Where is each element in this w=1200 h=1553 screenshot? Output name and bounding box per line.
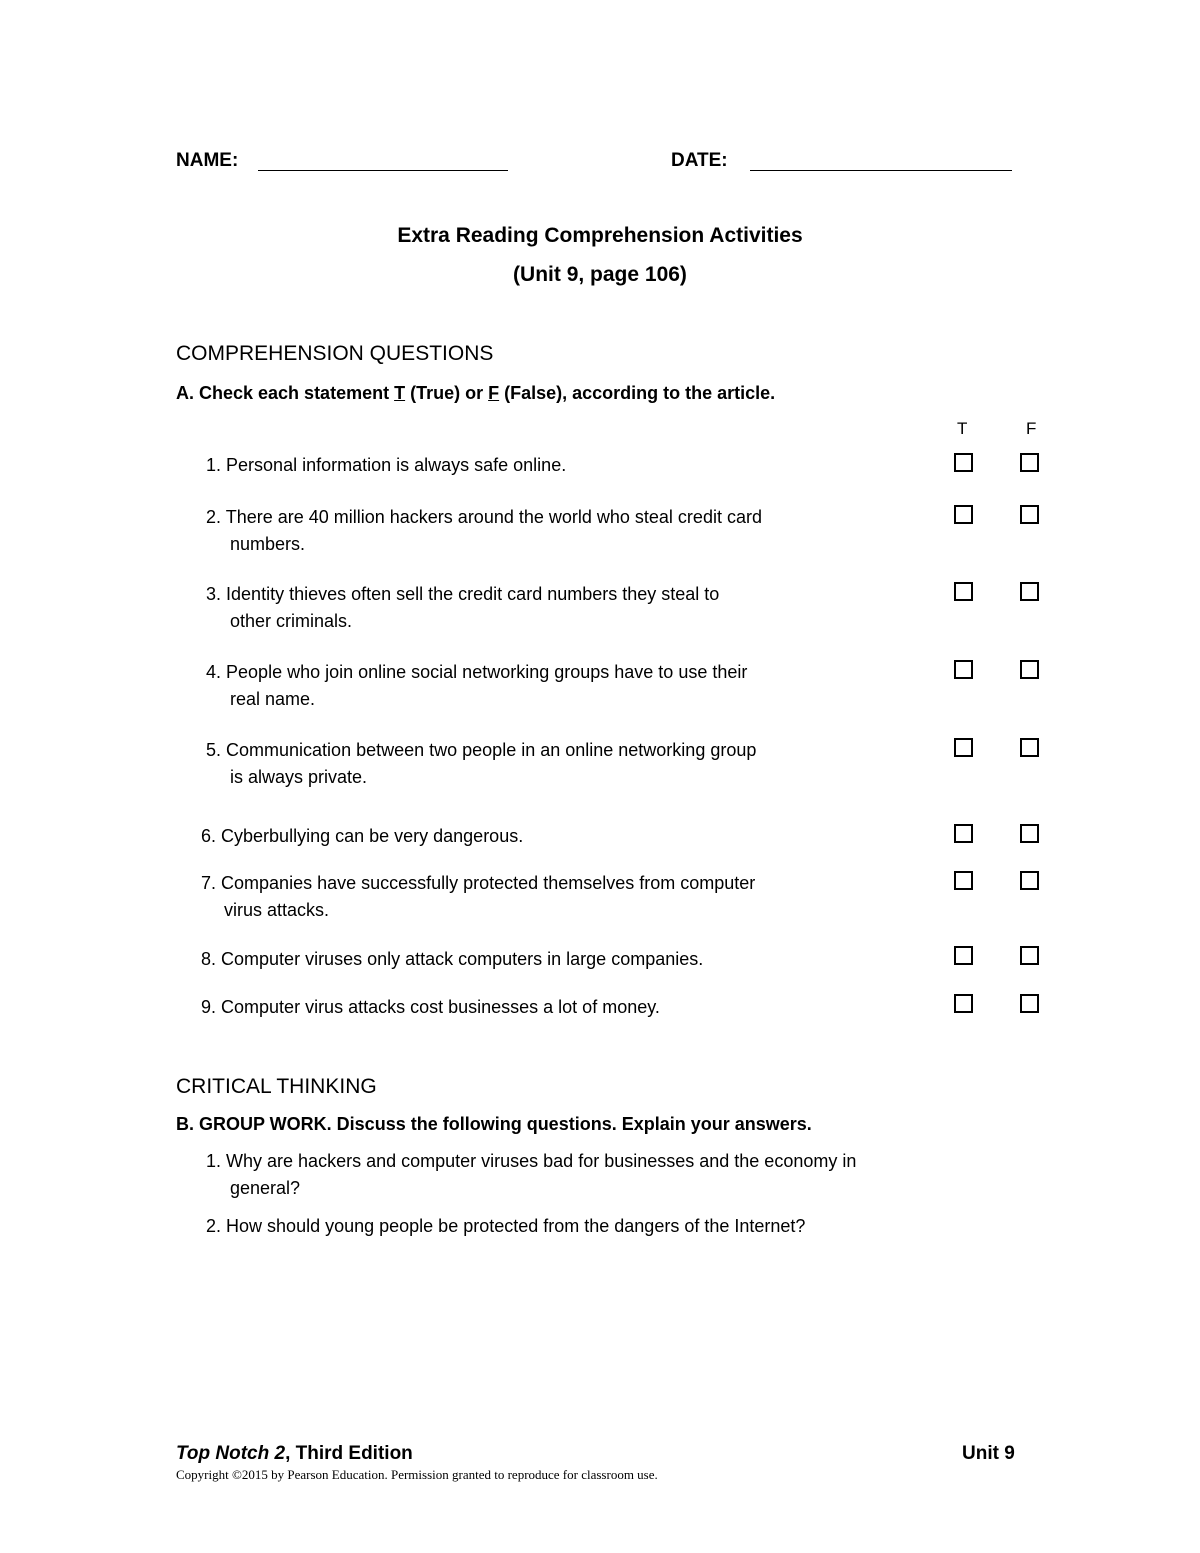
false-checkbox-6[interactable] bbox=[1020, 824, 1039, 843]
true-checkbox-8[interactable] bbox=[954, 946, 973, 965]
date-blank[interactable] bbox=[750, 170, 1012, 171]
footer-unit: Unit 9 bbox=[962, 1443, 1015, 1464]
question-4: 4. People who join online social networking groups have to use their real name. bbox=[206, 662, 748, 709]
true-checkbox-7[interactable] bbox=[954, 871, 973, 890]
page-title: Extra Reading Comprehension Activities bbox=[397, 224, 803, 247]
true-checkbox-1[interactable] bbox=[954, 453, 973, 472]
name-label: NAME: bbox=[176, 150, 239, 171]
question-7: 7. Companies have successfully protected themselves from computer virus attacks. bbox=[201, 873, 756, 920]
false-checkbox-2[interactable] bbox=[1020, 505, 1039, 524]
true-checkbox-4[interactable] bbox=[954, 660, 973, 679]
question-5: 5. Communication between two people in an online networking group is always private. bbox=[206, 740, 757, 787]
question-2: 2. There are 40 million hackers around the world who steal credit card numbers. bbox=[206, 507, 762, 554]
question-9: 9. Computer virus attacks cost businesses a lot of money. bbox=[201, 997, 660, 1017]
false-column-header: F bbox=[1026, 419, 1037, 438]
true-checkbox-5[interactable] bbox=[954, 738, 973, 757]
false-checkbox-7[interactable] bbox=[1020, 871, 1039, 890]
discussion-question-2: 2. How should young people be protected from the dangers of the Internet? bbox=[206, 1216, 806, 1236]
question-3: 3. Identity thieves often sell the credit card numbers they steal to other criminals. bbox=[206, 584, 720, 631]
false-checkbox-5[interactable] bbox=[1020, 738, 1039, 757]
true-checkbox-6[interactable] bbox=[954, 824, 973, 843]
true-checkbox-3[interactable] bbox=[954, 582, 973, 601]
footer-book-title: Top Notch 2, Third Edition bbox=[176, 1443, 413, 1464]
name-blank[interactable] bbox=[258, 170, 508, 171]
section-a-heading: COMPREHENSION QUESTIONS bbox=[176, 342, 494, 365]
section-b-instruction: B. GROUP WORK. Discuss the following questions. Explain your answers. bbox=[176, 1114, 812, 1134]
true-checkbox-9[interactable] bbox=[954, 994, 973, 1013]
f-letter: F bbox=[488, 383, 500, 403]
false-checkbox-8[interactable] bbox=[1020, 946, 1039, 965]
page-subtitle: (Unit 9, page 106) bbox=[513, 263, 687, 286]
date-label: DATE: bbox=[671, 150, 728, 171]
section-a-instruction: A. Check each statement T (True) or F (False), according to the article. bbox=[176, 383, 776, 403]
false-checkbox-1[interactable] bbox=[1020, 453, 1039, 472]
question-1: 1. Personal information is always safe online. bbox=[206, 455, 567, 475]
true-checkbox-2[interactable] bbox=[954, 505, 973, 524]
discussion-question-1: 1. Why are hackers and computer viruses bad for businesses and the economy in general? bbox=[206, 1151, 857, 1198]
question-6: 6. Cyberbullying can be very dangerous. bbox=[201, 826, 524, 846]
false-checkbox-4[interactable] bbox=[1020, 660, 1039, 679]
true-column-header: T bbox=[957, 419, 968, 438]
t-letter: T bbox=[394, 383, 406, 403]
false-checkbox-9[interactable] bbox=[1020, 994, 1039, 1013]
false-checkbox-3[interactable] bbox=[1020, 582, 1039, 601]
section-b-heading: CRITICAL THINKING bbox=[176, 1075, 377, 1098]
copyright-notice: Copyright ©2015 by Pearson Education. Permission granted to reproduce for classroom use. bbox=[176, 1467, 658, 1482]
question-8: 8. Computer viruses only attack computers in large companies. bbox=[201, 949, 704, 969]
